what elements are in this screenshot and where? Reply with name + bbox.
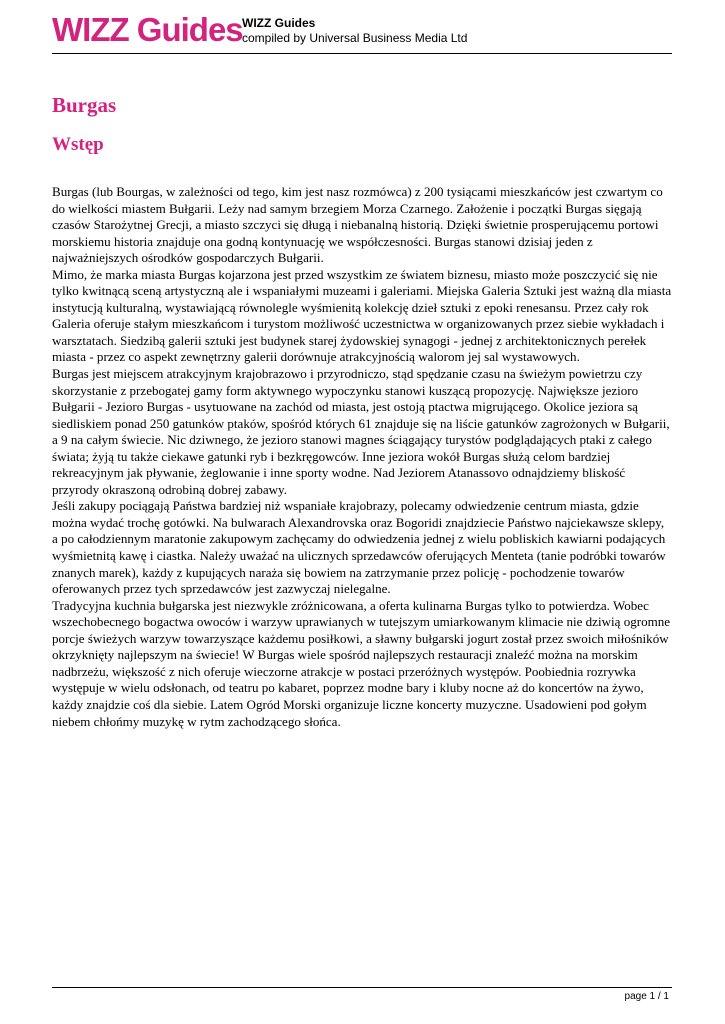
paragraph: Tradycyjna kuchnia bułgarska jest niezwykle zróżnicowana, a oferta kulinarna Burgas tylko to potwierdza. Wobec wszechobecnego bogactwa owoców i warzyw uprawianych w tutejszym umiarkowanym klimacie nie dziwią ogromne porcje świeżych warzyw towarzyszące każdemu posiłkowi, a sławny bułgarski jogurt został przez swoich miłośników okrzyknięty najlepszym na świecie! W Burgas wiele spośród najlepszych restauracji znaleźć można na morskim nadbrzeżu, większość z nich oferuje wieczorne atrakcje w postaci przeróżnych występów. Poobiednia rozrywka występuje w wielu odsłonach, od teatru po kabaret, poprzez modne bary i kluby nocne aż do koncertów na żywo, każdy znajdzie coś dla siebie. Latem Ogród Morski organizuje liczne koncerty muzyczne. Usadowieni pod gołym niebem chłońmy muzykę w rytm zachodzącego słońca. — [52, 597, 671, 729]
page-header — [52, 10, 672, 52]
paragraph: Jeśli zakupy pociągają Państwa bardziej niż wspaniałe krajobrazy, polecamy odwiedzenie centrum miasta, gdzie można wydać trochę gotówki. Na bulwarach Alexandrovska oraz Bogoridi znajdziecie Państwo najciekawsze sklepy, a po całodziennym maratonie zakupowym zachęcamy do odwiedzenia jednej z wielu pobliskich kawiarni podających wyśmietnitą kawę i ciastka. Należy uważać na ulicznych sprzedawców oferujących Menteta (tanie podróbki towarów znanych marek), każdy z kupujących naraża się bowiem na zatrzymanie przez policję - pochodzenie towarów oferowanych przez tych sprzedawców jest zazwyczaj nielegalne. — [52, 498, 666, 597]
page-number: page 1 / 1 — [624, 991, 669, 1002]
section-title: Wstęp — [52, 134, 104, 155]
paragraph: Burgas jest miejscem atrakcyjnym krajobrazowo i przyrodniczo, stąd spędzanie czasu na świeżym powietrzu czy skorzystanie z przebogatej gamy form aktywnego wypoczynku stanowi kuszącą propozycję. Największe jezioro Bułgarii - Jezioro Burgas - usytuowane na zachód od miasta, jest ostoją ptactwa migrującego. Okolice jeziora są siedliskiem ponad 250 gatunków ptaków, spośród których 61 znajduje się na liście gatunków zagrożonych w Bułgarii, a 9 na całym świecie. Nic dziwnego, że jezioro stanowi magnes ściągający turystów podglądających ptaki z całego świata; żyją tu także ciekawe gatunki ryb i bezkręgowców. Inne jeziora wokół Burgas służą celom bardziej rekreacyjnym jak pływanie, żeglowanie i inne sporty wodne. Nad Jeziorem Atanassovo odnajdziemy bliskość przyrody okraszoną odrobiną dobrej zabawy. — [52, 366, 670, 497]
header-divider — [52, 53, 672, 54]
paragraph: Burgas (lub Bourgas, w zależności od tego, kim jest nasz rozmówca) z 200 tysiącami mieszkańców jest czwartym co do wielkości miastem Bułgarii. Leży nad samym brzegiem Morza Czarnego. Założenie i początki Burgas sięgają czasów Starożytnej Grecji, a miasto szczyci się długą i niebanalną historią. Dzięki świetnie prosperującemu portowi morskiemu historia znajduje ona godną kontynuację we współczesności. Burgas stanowi dzisiaj jeden z najważniejszych ośrodków gospodarczych Bułgarii. — [52, 184, 663, 266]
article — [52, 90, 672, 730]
footer-divider — [52, 987, 672, 988]
header-title: WIZZ Guides — [242, 16, 316, 30]
wizz-guides-logo: WIZZ Guides — [52, 11, 243, 48]
header-text — [242, 16, 467, 46]
city-title: Burgas — [52, 93, 117, 117]
header-subtitle: compiled by Universal Business Media Ltd — [242, 31, 468, 45]
paragraph: Mimo, że marka miasta Burgas kojarzona jest przed wszystkim ze światem biznesu, miasto może poszczycić się nie tylko kwitnącą sceną artystyczną ale i wspaniałymi muzeami i galeriami. Miejska Galeria Sztuki jest ważną dla miasta instytucją kulturalną, wystawiającą równolegle wyśmienitą kolekcję dzieł sztuki z epoki renesansu. Przez cały rok Galeria oferuje stałym mieszkańcom i turystom możliwość uczestnictwa w organizowanych przez siebie wykładach i warsztatach. Siedzibą galerii sztuki jest budynek starej żydowskiej synagogi - jednej z architektonicznych perełek miasta - przez co aspekt zewnętrzny galerii dorównuje atrakcyjnością walorom jej sal wystawowych. — [52, 266, 672, 365]
article-body — [52, 184, 672, 730]
